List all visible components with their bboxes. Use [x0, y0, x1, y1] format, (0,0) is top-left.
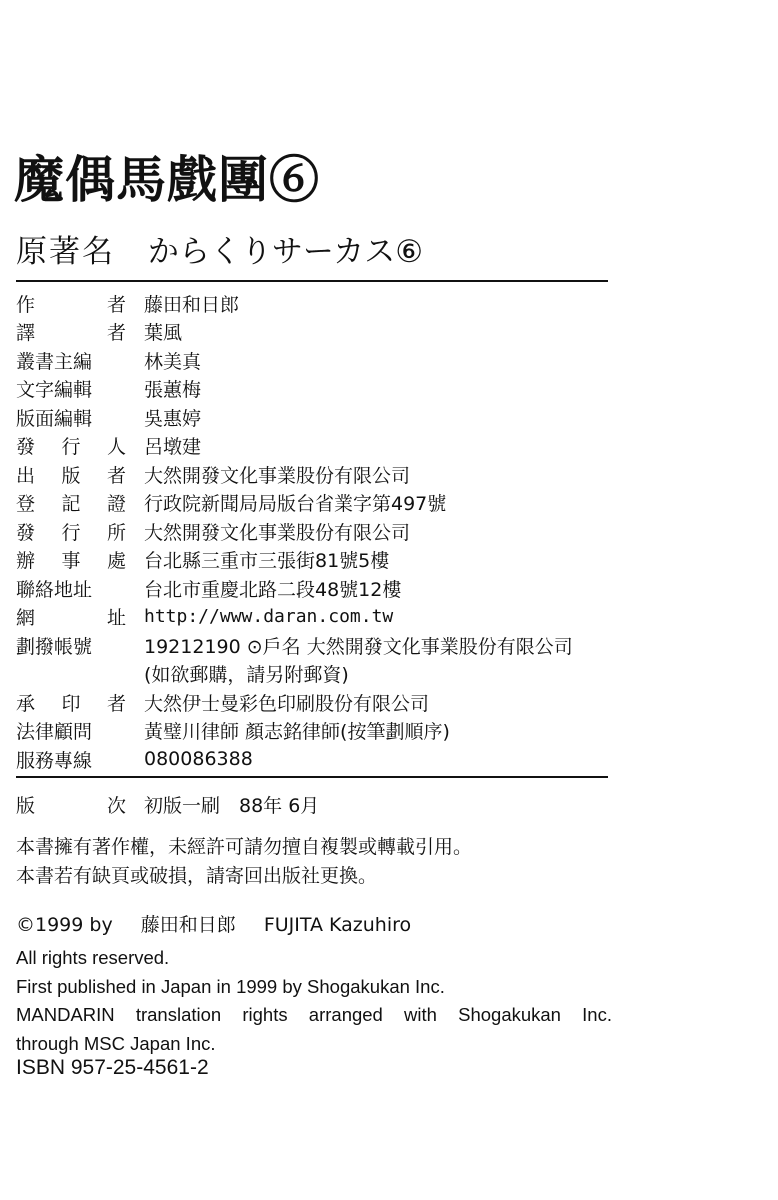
credit-label [16, 717, 126, 744]
credit-value: (如欲郵購，請另附郵資) [144, 664, 349, 687]
copyright-line [16, 910, 433, 937]
credit-row [16, 375, 616, 404]
credit-row [16, 460, 616, 489]
author-english: FUJITA Kazuhiro [263, 914, 412, 936]
credit-label-char: 服務專線 [16, 749, 93, 772]
divider-bottom [16, 776, 608, 778]
credit-label-char: 印 [61, 692, 81, 715]
rights-word: translation [135, 1004, 222, 1025]
notice-line: 本書擁有著作權，未經許可請勿擅自複製或轉載引用。 [16, 836, 473, 858]
credit-value: 呂墩建 [144, 436, 202, 459]
rights-line: All rights reserved. [16, 947, 170, 968]
edition-label [16, 791, 126, 818]
credit-label [16, 375, 126, 402]
credit-row [16, 603, 616, 632]
credit-label-char: 發 [16, 521, 36, 544]
credit-label-char: 作 [16, 293, 36, 316]
edition-label-char: 版 [16, 794, 36, 817]
edition-label-char: 次 [106, 794, 126, 817]
credit-label-char: 聯絡地址 [16, 578, 93, 601]
credit-value: 葉風 [144, 322, 183, 345]
credit-label-char: 劃撥帳號 [16, 635, 93, 658]
credit-row [16, 688, 616, 717]
website-link[interactable]: http://www.daran.com.tw [144, 606, 394, 628]
credit-label-char: 者 [106, 322, 126, 345]
publication-line: First published in Japan in 1999 by Shogakukan Inc. [16, 975, 445, 997]
rights-word: with [404, 1004, 437, 1025]
credit-label [16, 518, 126, 545]
credit-row [16, 745, 616, 774]
credit-label-char: 版面編輯 [16, 407, 93, 430]
original-title-value: からくりサーカス⑥ [147, 234, 424, 270]
credit-label-char: 叢書主編 [16, 350, 93, 373]
agency-line: through MSC Japan Inc. [16, 1032, 216, 1054]
isbn: ISBN 957-25-4561-2 [16, 1056, 209, 1079]
credit-row [16, 346, 616, 375]
rights-word: arranged [308, 1004, 383, 1025]
credit-label [16, 432, 126, 459]
credit-row [16, 432, 616, 461]
credit-label-char: 所 [106, 521, 126, 544]
credit-label [16, 318, 126, 345]
credit-row [16, 289, 616, 318]
credit-label [16, 746, 126, 773]
credit-label-char: 文字編輯 [16, 379, 93, 402]
credit-row [16, 660, 616, 689]
credit-row [16, 574, 616, 603]
credit-label-char: 證 [106, 493, 126, 516]
credit-row [16, 403, 616, 432]
edition-row [16, 790, 616, 819]
credit-value: 大然開發文化事業股份有限公司 [144, 464, 411, 487]
credit-value: 080086388 [144, 748, 253, 771]
credit-value: 吳惠婷 [144, 407, 202, 430]
credit-row [16, 489, 616, 518]
divider-top [16, 280, 608, 282]
credit-row [16, 546, 616, 575]
credit-label-char: 行 [61, 521, 81, 544]
credit-label [16, 347, 126, 374]
author-chinese: 藤田和日郎 [140, 914, 236, 936]
credit-value: 大然開發文化事業股份有限公司 [144, 521, 411, 544]
credit-label-char: 譯 [16, 322, 36, 345]
credit-label-char: 法律顧問 [16, 721, 93, 744]
credit-label-char: 發 [16, 436, 36, 459]
credit-label-char: 行 [61, 436, 81, 459]
credits-list [16, 289, 616, 774]
credit-label [16, 489, 126, 516]
notice-line: 本書若有缺頁或破損，請寄回出版社更換。 [16, 865, 378, 887]
credit-row [16, 631, 616, 660]
credit-value: 大然伊士曼彩色印刷股份有限公司 [144, 692, 430, 715]
credit-row [16, 517, 616, 546]
credit-value: 張蕙梅 [144, 379, 202, 402]
rights-word: Shogakukan [458, 1004, 561, 1025]
credit-label [16, 461, 126, 488]
credit-label [16, 404, 126, 431]
credit-label-char: 事 [61, 550, 81, 573]
book-title: 魔偶馬戲團⑥ [14, 150, 320, 209]
english-rights [16, 944, 612, 1058]
credit-value: 藤田和日郎 [144, 293, 240, 316]
credit-label [16, 689, 126, 716]
credit-label-char: 處 [106, 550, 126, 573]
credit-value: 台北縣三重市三張街81號5樓 [144, 550, 390, 573]
rights-word: MANDARIN [16, 1004, 115, 1025]
copyright-year: ©1999 by [16, 914, 113, 936]
translation-rights-line [16, 1001, 612, 1030]
credit-label-char: 址 [106, 607, 126, 630]
credit-label-char: 辦 [16, 550, 36, 573]
credit-label-char: 者 [106, 293, 126, 316]
credit-label-char: 網 [16, 607, 36, 630]
rights-word: rights [242, 1004, 288, 1025]
credit-value: 行政院新聞局局版台省業字第497號 [144, 493, 447, 516]
credit-value: 黃璧川律師 顏志銘律師(按筆劃順序) [144, 721, 450, 744]
credit-value: 19212190 ⊙戶名 大然開發文化事業股份有限公司 [144, 635, 573, 658]
credit-label-char: 登 [16, 493, 36, 516]
credit-label [16, 575, 126, 602]
credit-label-char: 者 [106, 464, 126, 487]
rights-word: Inc. [582, 1004, 612, 1025]
original-title-label: 原著名 [16, 234, 115, 270]
credit-label-char: 出 [16, 464, 36, 487]
credit-row [16, 717, 616, 746]
credit-row [16, 318, 616, 347]
credit-label [16, 603, 126, 630]
edition-value: 初版一刷 88年 6月 [144, 794, 320, 817]
credit-label-char: 版 [61, 464, 81, 487]
credit-label [16, 546, 126, 573]
credit-label-char: 記 [61, 493, 81, 516]
credit-label [16, 632, 126, 659]
credit-label-char: 人 [106, 436, 126, 459]
copyright-notice [16, 833, 472, 891]
credit-value: 林美真 [144, 350, 202, 373]
original-title [16, 226, 423, 271]
credit-value: 台北市重慶北路二段48號12樓 [144, 578, 402, 601]
credit-label-char: 承 [16, 692, 36, 715]
credit-label-char: 者 [106, 692, 126, 715]
credit-label [16, 290, 126, 317]
